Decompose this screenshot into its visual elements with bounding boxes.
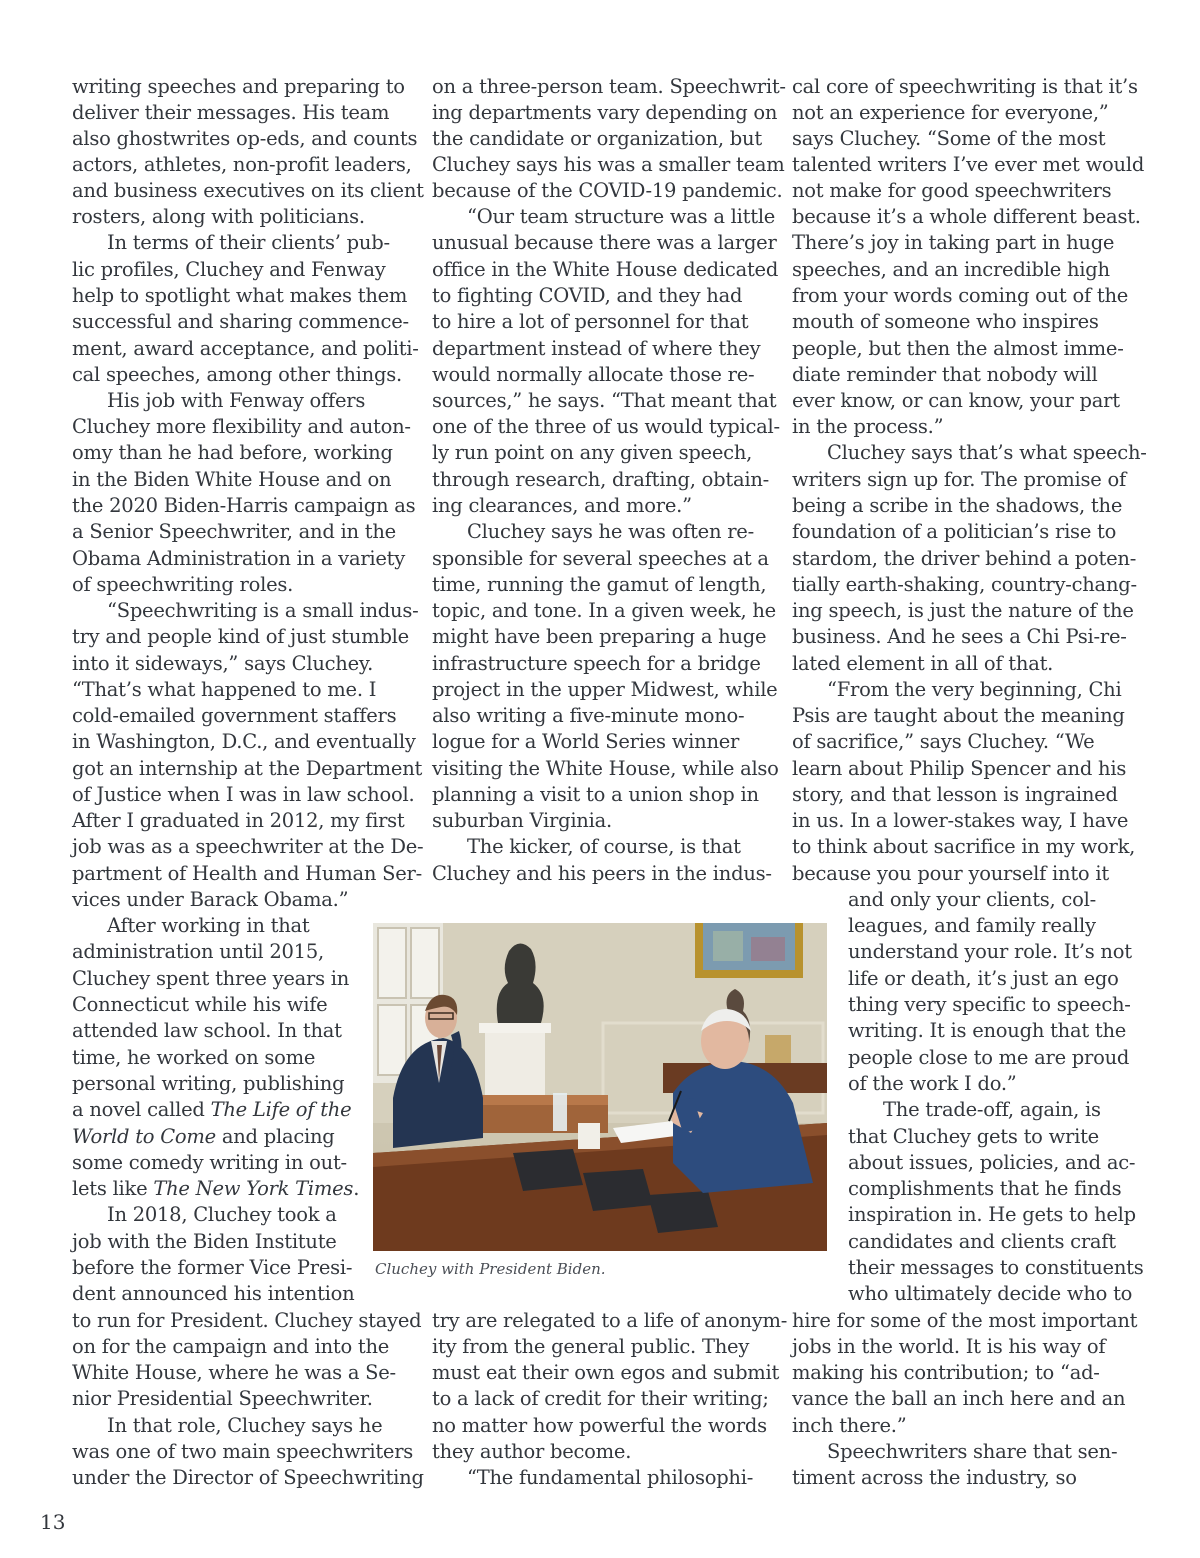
text-line: because of the COVID-19 pandemic. — [432, 179, 783, 202]
text-line: making his contribution; to “ad- — [792, 1361, 1100, 1384]
text-line: time, running the gamut of length, — [432, 573, 767, 596]
text-line: administration until 2015, — [72, 940, 324, 963]
publication-title: The New York Times — [153, 1177, 354, 1200]
text-line — [72, 1124, 335, 1150]
text-line: to think about sacrifice in my work, — [792, 835, 1136, 858]
text-line: stardom, the driver behind a poten- — [792, 547, 1137, 570]
text-line: “That’s what happened to me. I — [72, 678, 377, 701]
text-line: job with the Biden Institute — [72, 1230, 337, 1253]
text-line: ever know, or can know, your part — [792, 389, 1120, 412]
text-line: says Cluchey. “Some of the most — [792, 127, 1106, 150]
text-line: of speechwriting roles. — [72, 573, 294, 596]
text-line: from your words coming out of the — [792, 284, 1129, 307]
text-line: office in the White House dedicated — [432, 258, 779, 281]
text-line: through research, drafting, obtain- — [432, 468, 769, 491]
text-line: hire for some of the most important — [792, 1309, 1138, 1332]
text-line: writing speeches and preparing to — [72, 75, 405, 98]
text-line: also writing a five-minute mono- — [432, 704, 745, 727]
text-line: because you pour yourself into it — [792, 862, 1109, 885]
text-line: writers sign up for. The promise of — [792, 468, 1126, 491]
text-line: not an experience for everyone,” — [792, 101, 1109, 124]
page-number: 13 — [40, 1510, 66, 1534]
text-line: cal core of speechwriting is that it’s — [792, 75, 1138, 98]
text-line: planning a visit to a union shop in — [432, 783, 759, 806]
text-line: In 2018, Cluchey took a — [107, 1203, 337, 1226]
text-line: some comedy writing in out- — [72, 1151, 347, 1174]
text-line: who ultimately decide who to — [848, 1282, 1133, 1305]
text-line: on a three-person team. Speechwrit- — [432, 75, 786, 98]
text-line: suburban Virginia. — [432, 809, 612, 832]
text-line: visiting the White House, while also — [432, 757, 779, 780]
text-line: In terms of their clients’ pub- — [107, 231, 390, 254]
text-line: to run for President. Cluchey stayed — [72, 1309, 422, 1332]
text-line: business. And he sees a Chi Psi-re- — [792, 625, 1127, 648]
text-line: thing very specific to speech- — [848, 993, 1131, 1016]
text-line: Speechwriters share that sen- — [827, 1440, 1118, 1463]
text-line: deliver their messages. His team — [72, 101, 390, 124]
text-line: actors, athletes, non-profit leaders, — [72, 153, 412, 176]
text-line: try and people kind of just stumble — [72, 625, 409, 648]
text-line: understand your role. It’s not — [848, 940, 1132, 963]
text-line: about issues, policies, and ac- — [848, 1151, 1136, 1174]
text-line: “From the very beginning, Chi — [827, 678, 1122, 701]
text-line: Cluchey says that’s what speech- — [827, 441, 1147, 464]
text-line: would normally allocate those re- — [432, 363, 755, 386]
text-line: not make for good speechwriters — [792, 179, 1112, 202]
text-line: job was as a speechwriter at the De- — [72, 835, 424, 858]
text-line: no matter how powerful the words — [432, 1414, 767, 1437]
text-run: lets like — [72, 1177, 154, 1200]
text-line: Cluchey says his was a smaller team — [432, 153, 785, 176]
text-line: department instead of where they — [432, 337, 761, 360]
text-line: “Speechwriting is a small indus- — [107, 599, 419, 622]
text-line: in the process.” — [792, 415, 944, 438]
text-line: lated element in all of that. — [792, 652, 1054, 675]
text-line: the candidate or organization, but — [432, 127, 762, 150]
text-line: people close to me are proud — [848, 1046, 1130, 1069]
text-line: of sacrifice,” says Cluchey. “We — [792, 730, 1095, 753]
text-line: Cluchey and his peers in the indus- — [432, 862, 772, 885]
text-line: lic profiles, Cluchey and Fenway — [72, 258, 386, 281]
text-line: help to spotlight what makes them — [72, 284, 408, 307]
text-line: diate reminder that nobody will — [792, 363, 1098, 386]
text-line: was one of two main speechwriters — [72, 1440, 414, 1463]
text-line: got an internship at the Department — [72, 757, 423, 780]
text-line: After working in that — [107, 914, 310, 937]
text-line: their messages to constituents — [848, 1256, 1144, 1279]
text-line: Psis are taught about the meaning — [792, 704, 1125, 727]
text-line: jobs in the world. It is his way of — [792, 1335, 1106, 1358]
text-line: White House, where he was a Se- — [72, 1361, 396, 1384]
oval-office-scene-illustration — [373, 923, 827, 1251]
text-line: cal speeches, among other things. — [72, 363, 402, 386]
text-run: and placing — [215, 1125, 335, 1148]
text-line: they author become. — [432, 1440, 632, 1463]
text-line: writing. It is enough that the — [848, 1019, 1127, 1042]
text-line: in the Biden White House and on — [72, 468, 392, 491]
text-line: attended law school. In that — [72, 1019, 342, 1042]
text-line: unusual because there was a larger — [432, 231, 777, 254]
text-line: In that role, Cluchey says he — [107, 1414, 383, 1437]
text-line: people, but then the almost imme- — [792, 337, 1124, 360]
text-line: project in the upper Midwest, while — [432, 678, 778, 701]
text-line: Cluchey more flexibility and auton- — [72, 415, 411, 438]
text-line: foundation of a politician’s rise to — [792, 520, 1117, 543]
text-line: sponsible for several speeches at a — [432, 547, 769, 570]
text-line: nior Presidential Speechwriter. — [72, 1387, 373, 1410]
text-run: . — [353, 1177, 360, 1200]
text-line: under the Director of Speechwriting — [72, 1466, 424, 1489]
text-line: There’s joy in taking part in huge — [792, 231, 1115, 254]
text-line: learn about Philip Spencer and his — [792, 757, 1127, 780]
text-line: ing clearances, and more.” — [432, 494, 692, 517]
text-line: of the work I do.” — [848, 1072, 1017, 1095]
text-line: a Senior Speechwriter, and in the — [72, 520, 396, 543]
text-line: on for the campaign and into the — [72, 1335, 390, 1358]
text-line: time, he worked on some — [72, 1046, 316, 1069]
text-line — [72, 1176, 359, 1202]
text-line: candidates and clients craft — [848, 1230, 1116, 1253]
text-line: and business executives on its client — [72, 179, 424, 202]
text-line: speeches, and an incredible high — [792, 258, 1110, 281]
text-line: Cluchey spent three years in — [72, 967, 350, 990]
article-photo — [373, 923, 827, 1251]
text-line: ity from the general public. They — [432, 1335, 750, 1358]
text-line: to fighting COVID, and they had — [432, 284, 743, 307]
text-line: try are relegated to a life of anonym- — [432, 1309, 788, 1332]
text-line: sources,” he says. “That meant that — [432, 389, 777, 412]
text-line: ment, award acceptance, and politi- — [72, 337, 419, 360]
text-line: topic, and tone. In a given week, he — [432, 599, 776, 622]
text-line: leagues, and family really — [848, 914, 1096, 937]
text-line: before the former Vice Presi- — [72, 1256, 353, 1279]
text-run: a novel called — [72, 1098, 211, 1121]
text-line: tially earth-shaking, country-chang- — [792, 573, 1137, 596]
text-line: omy than he had before, working — [72, 441, 393, 464]
text-line: His job with Fenway offers — [107, 389, 366, 412]
text-line: because it’s a whole different beast. — [792, 205, 1141, 228]
photo-caption: Cluchey with President Biden. — [375, 1260, 606, 1278]
text-line: of Justice when I was in law school. — [72, 783, 415, 806]
text-line: rosters, along with politicians. — [72, 205, 365, 228]
text-line: The kicker, of course, is that — [467, 835, 741, 858]
text-line: timent across the industry, so — [792, 1466, 1077, 1489]
text-line: successful and sharing commence- — [72, 310, 409, 333]
text-line: Obama Administration in a variety — [72, 547, 406, 570]
text-line: inspiration in. He gets to help — [848, 1203, 1136, 1226]
text-line: talented writers I’ve ever met would — [792, 153, 1145, 176]
text-line — [72, 1097, 351, 1123]
text-line: must eat their own egos and submit — [432, 1361, 780, 1384]
text-line: to hire a lot of personnel for that — [432, 310, 749, 333]
text-line: in us. In a lower-stakes way, I have — [792, 809, 1129, 832]
book-title: World to Come — [72, 1125, 216, 1148]
text-line: vices under Barack Obama.” — [72, 888, 349, 911]
text-line: one of the three of us would typical- — [432, 415, 780, 438]
text-line: story, and that lesson is ingrained — [792, 783, 1118, 806]
text-line: After I graduated in 2012, my first — [72, 809, 405, 832]
text-line: Connecticut while his wife — [72, 993, 328, 1016]
text-line: cold-emailed government staffers — [72, 704, 397, 727]
text-line: complishments that he finds — [848, 1177, 1122, 1200]
text-line: and only your clients, col- — [848, 888, 1096, 911]
text-line: The trade-off, again, is — [883, 1098, 1101, 1121]
text-line: vance the ball an inch here and an — [792, 1387, 1126, 1410]
text-line: ing speech, is just the nature of the — [792, 599, 1134, 622]
text-line: might have been preparing a huge — [432, 625, 767, 648]
text-line: being a scribe in the shadows, the — [792, 494, 1123, 517]
text-line: that Cluchey gets to write — [848, 1125, 1099, 1148]
text-line: into it sideways,” says Cluchey. — [72, 652, 374, 675]
text-line: to a lack of credit for their writing; — [432, 1387, 769, 1410]
text-line: Cluchey says he was often re- — [467, 520, 754, 543]
text-line: mouth of someone who inspires — [792, 310, 1099, 333]
text-line: infrastructure speech for a bridge — [432, 652, 761, 675]
text-line: “Our team structure was a little — [467, 205, 776, 228]
text-line: logue for a World Series winner — [432, 730, 740, 753]
text-line: ing departments vary depending on — [432, 101, 778, 124]
text-line: personal writing, publishing — [72, 1072, 345, 1095]
text-line: “The fundamental philosophi- — [467, 1466, 754, 1489]
text-line: the 2020 Biden-Harris campaign as — [72, 494, 416, 517]
text-line: life or death, it’s just an ego — [848, 967, 1119, 990]
text-line: ly run point on any given speech, — [432, 441, 753, 464]
book-title: The Life of the — [210, 1098, 352, 1121]
text-line: in Washington, D.C., and eventually — [72, 730, 416, 753]
text-line: partment of Health and Human Ser- — [72, 862, 422, 885]
text-line: dent announced his intention — [72, 1282, 355, 1305]
text-line: inch there.” — [792, 1414, 907, 1437]
text-line: also ghostwrites op-eds, and counts — [72, 127, 418, 150]
